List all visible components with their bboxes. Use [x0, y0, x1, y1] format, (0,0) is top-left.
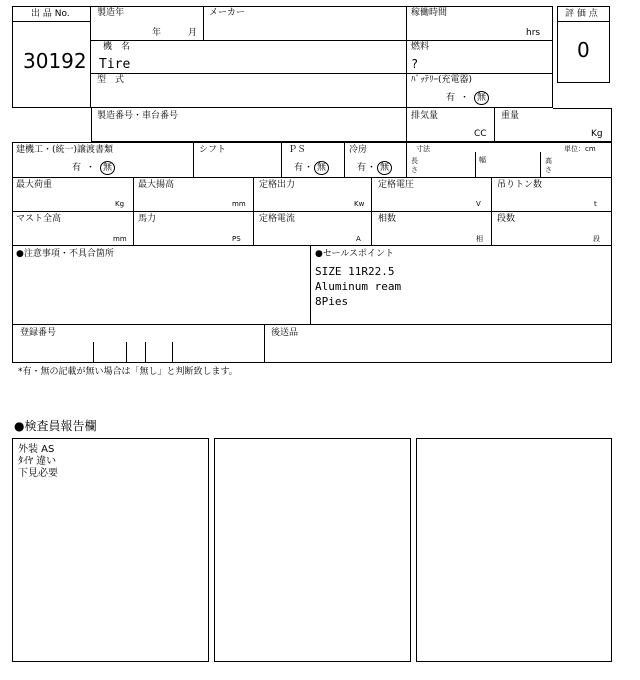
rating-label: 評 価 点: [565, 9, 598, 19]
inspector-line-2: ﾀｲﾔ 違い: [18, 456, 57, 467]
battery-choice: 有 ・ 無: [446, 91, 489, 105]
cert-no-circled: 無: [100, 161, 115, 175]
dims-label: 寸法: [416, 145, 430, 153]
maker-label: メーカー: [209, 8, 245, 18]
month-unit: 月: [188, 28, 198, 38]
no-circled: 無: [474, 91, 489, 105]
serial-label: 製造番号・車台番号: [97, 111, 179, 121]
operating-hours-label: 稼働時間: [411, 8, 448, 18]
length-label: 長さ: [411, 157, 418, 174]
caution-label: ●注意事項・不具合箇所: [16, 249, 114, 259]
inspector-box-2: [214, 438, 411, 662]
rated-current-label: 定格電流: [259, 214, 296, 224]
mast-unit: mm: [113, 235, 127, 243]
exhibit-no: 30192: [23, 49, 87, 73]
footnote: *有・無の記載が無い場合は「無し」と判断致します。: [18, 367, 238, 377]
inspector-line-3: 下見必要: [18, 468, 58, 479]
shift-label: シフト: [199, 145, 227, 155]
inspector-title: ●検査員報告欄: [14, 419, 97, 433]
rated-voltage-label: 定格電圧: [378, 180, 415, 190]
reg-no-label: 登録番号: [20, 328, 57, 338]
shipping-label: 後送品: [271, 328, 299, 338]
rated-output-unit: Kw: [354, 200, 365, 208]
ps-label: ＰＳ: [288, 145, 307, 155]
cert-label: 建機工・(統一)譲渡書類: [16, 145, 114, 155]
registration-box: [12, 325, 612, 363]
weight-label: 重量: [501, 111, 520, 121]
model-name: Tire: [99, 57, 131, 72]
mast-label: マスト全高: [16, 214, 62, 224]
cert-choice: 有 ・ 無: [72, 161, 115, 175]
type-label: 型 式: [97, 75, 125, 85]
hours-unit: hrs: [526, 28, 541, 38]
inspector-line-1: 外装 AS: [18, 444, 55, 455]
ac-label: 冷房: [349, 145, 368, 155]
max-lift-label: 最大揚高: [138, 180, 175, 190]
hoist-label: 吊りトン数: [497, 180, 543, 190]
sales-line-1: SIZE 11R22.5: [315, 265, 395, 278]
displacement-label: 排気量: [411, 111, 439, 121]
inspector-box-3: [416, 438, 612, 662]
phase-label: 相数: [378, 214, 397, 224]
rated-output-label: 定格出力: [259, 180, 296, 190]
phase-unit: 相: [476, 235, 483, 243]
rated-current-unit: A: [356, 235, 361, 243]
height-label: 高さ: [545, 157, 552, 174]
rating-value: 0: [577, 38, 590, 62]
ps-choice: 有・ 無: [294, 161, 329, 175]
max-load-unit: Kg: [115, 200, 125, 208]
spec-grid: [12, 142, 612, 246]
kg-unit: Kg: [591, 129, 603, 139]
battery-label: ﾊﾞｯﾃﾘｰ(充電器): [411, 75, 473, 85]
width-label: 幅: [479, 156, 486, 164]
fuel-value: ?: [411, 57, 419, 71]
sales-line-2: Aluminum ream: [315, 280, 402, 293]
hoist-unit: t: [594, 200, 597, 208]
model-name-label: 機 名: [103, 42, 131, 52]
max-load-label: 最大荷重: [16, 180, 53, 190]
ac-choice: 有・ 無: [357, 161, 392, 175]
year-unit: 年: [152, 28, 162, 38]
ac-no-circled: 無: [377, 161, 392, 175]
sales-label: ●セールスポイント: [315, 249, 395, 259]
stages-unit: 段: [593, 235, 600, 243]
max-lift-unit: mm: [232, 200, 246, 208]
unit-note: 単位：cm: [564, 145, 596, 153]
exhibit-no-label: 出 品 No.: [31, 9, 70, 19]
sales-line-3: 8Pies: [315, 295, 349, 308]
year-built-label: 製造年: [97, 8, 125, 18]
rated-voltage-unit: V: [476, 200, 481, 208]
stages-label: 段数: [497, 214, 516, 224]
horsepower-unit: PS: [232, 235, 241, 243]
cc-unit: CC: [474, 129, 487, 139]
horsepower-label: 馬力: [138, 214, 157, 224]
fuel-label: 燃料: [411, 42, 430, 52]
ps-no-circled: 無: [314, 161, 329, 175]
